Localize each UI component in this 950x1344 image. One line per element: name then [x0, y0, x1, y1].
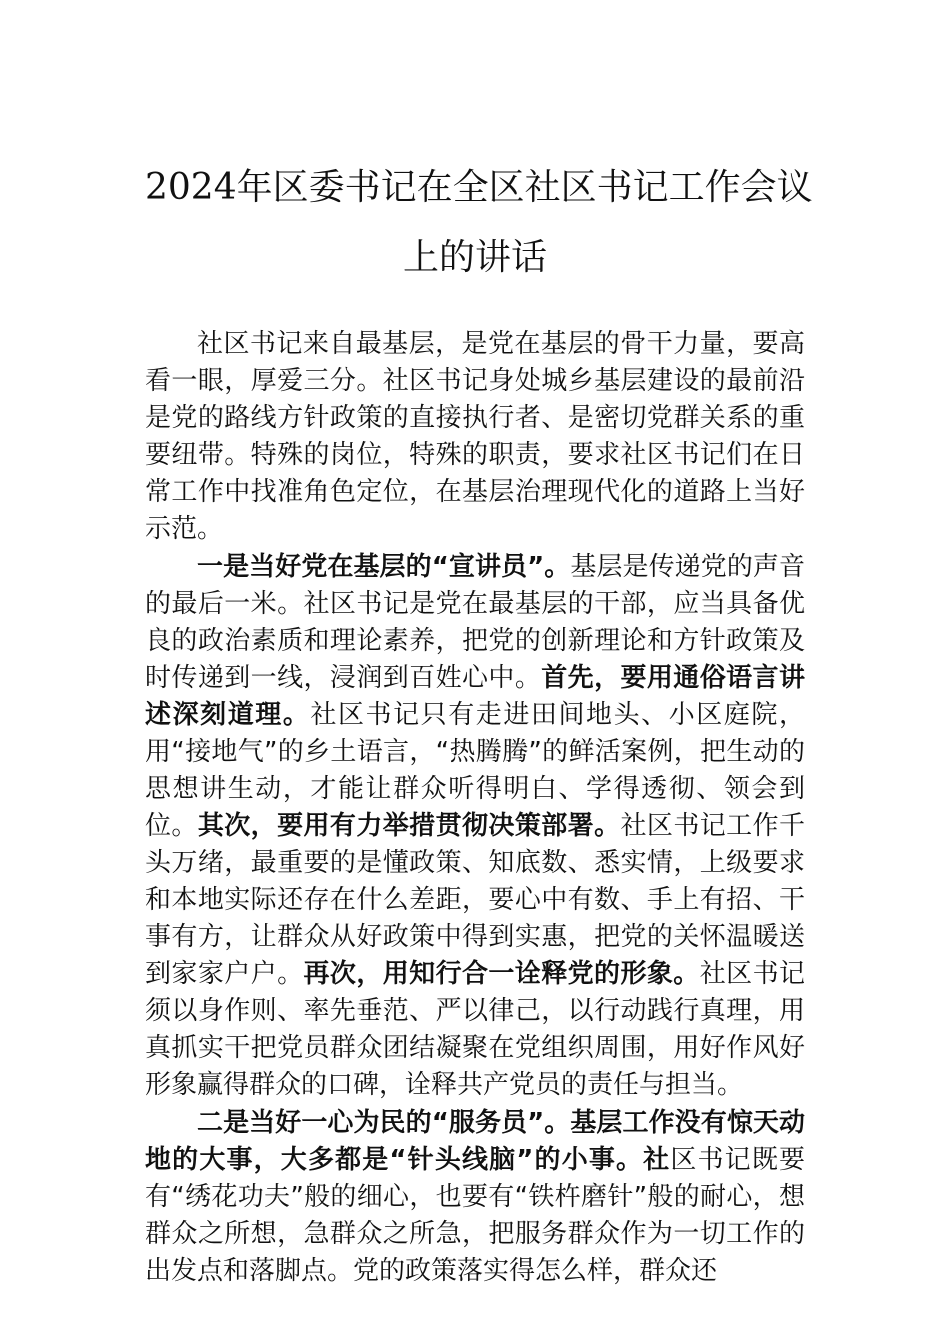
paragraph-text: 基层是传递党的声音的最后一米。社区书记是党在最基层的干部，应当具备优良的政治素质和理论素养，把党的创新理论和方针政策及时传递到一线，浸润到百姓心中。 — [145, 552, 805, 693]
document-body — [145, 326, 805, 1290]
paragraph-text: 社区书记只有走进田间地头、小区庭院，用“接地气”的乡土语言，“热腾腾”的鲜活案例，把生动的思想讲生动，才能让群众听得明白、学得透彻、领会到位。 — [145, 700, 805, 841]
paragraph-intro — [145, 326, 805, 548]
paragraph-text: 社区书记工作千头万绪，最重要的是懂政策、知底数、悉实情，上级要求和本地实际还存在什么差距，要心中有数、手上有招、干事有方，让群众从好政策中得到实惠，把党的关怀温暖送到家家户户。 — [145, 811, 805, 989]
paragraph-text: 社区书记须以身作则、率先垂范、严以律己，以行动践行真理，用真抓实干把党员群众团结凝聚在党组织周围，用好作风好形象赢得群众的口碑，诠释共产党员的责任与担当。 — [145, 959, 805, 1100]
point-one-heading: 一是当好党在基层的“宣讲员”。 — [197, 552, 571, 582]
paragraph-text: 区书记既要有“绣花功夫”般的细心，也要有“铁杵磨针”般的耐心，想群众之所想，急群众之所急，把服务群众作为一切工作的出发点和落脚点。党的政策落实得怎么样，群众还 — [145, 1145, 805, 1286]
paragraph-point-two — [145, 1105, 805, 1290]
subpoint-first-heading: 首先，要用通俗语言讲述深刻道理。 — [145, 663, 805, 730]
document-title-line-2: 上的讲话 — [402, 237, 547, 278]
point-two-heading: 二是当好一心为民的“服务员”。基层工作没有惊天动地的大事，大多都是“针头线脑”的小事。社 — [145, 1108, 805, 1175]
paragraph-point-one — [145, 549, 805, 1104]
paragraph-text: 社区书记来自最基层，是党在基层的骨干力量，要高看一眼，厚爱三分。社区书记身处城乡基层建设的最前沿是党的路线方针政策的直接执行者、是密切党群关系的重要纽带。特殊的岗位，特殊的职责，要求社区书记们在日常工作中找准角色定位，在基层治理现代化的道路上当好示范。 — [145, 329, 805, 544]
subpoint-second-heading: 其次，要用有力举措贯彻决策部署。 — [197, 811, 621, 841]
subpoint-third-heading: 再次，用知行合一诠释党的形象。 — [303, 959, 700, 989]
document-title-line-1: 2024年区委书记在全区社区书记工作会议 — [145, 167, 813, 208]
